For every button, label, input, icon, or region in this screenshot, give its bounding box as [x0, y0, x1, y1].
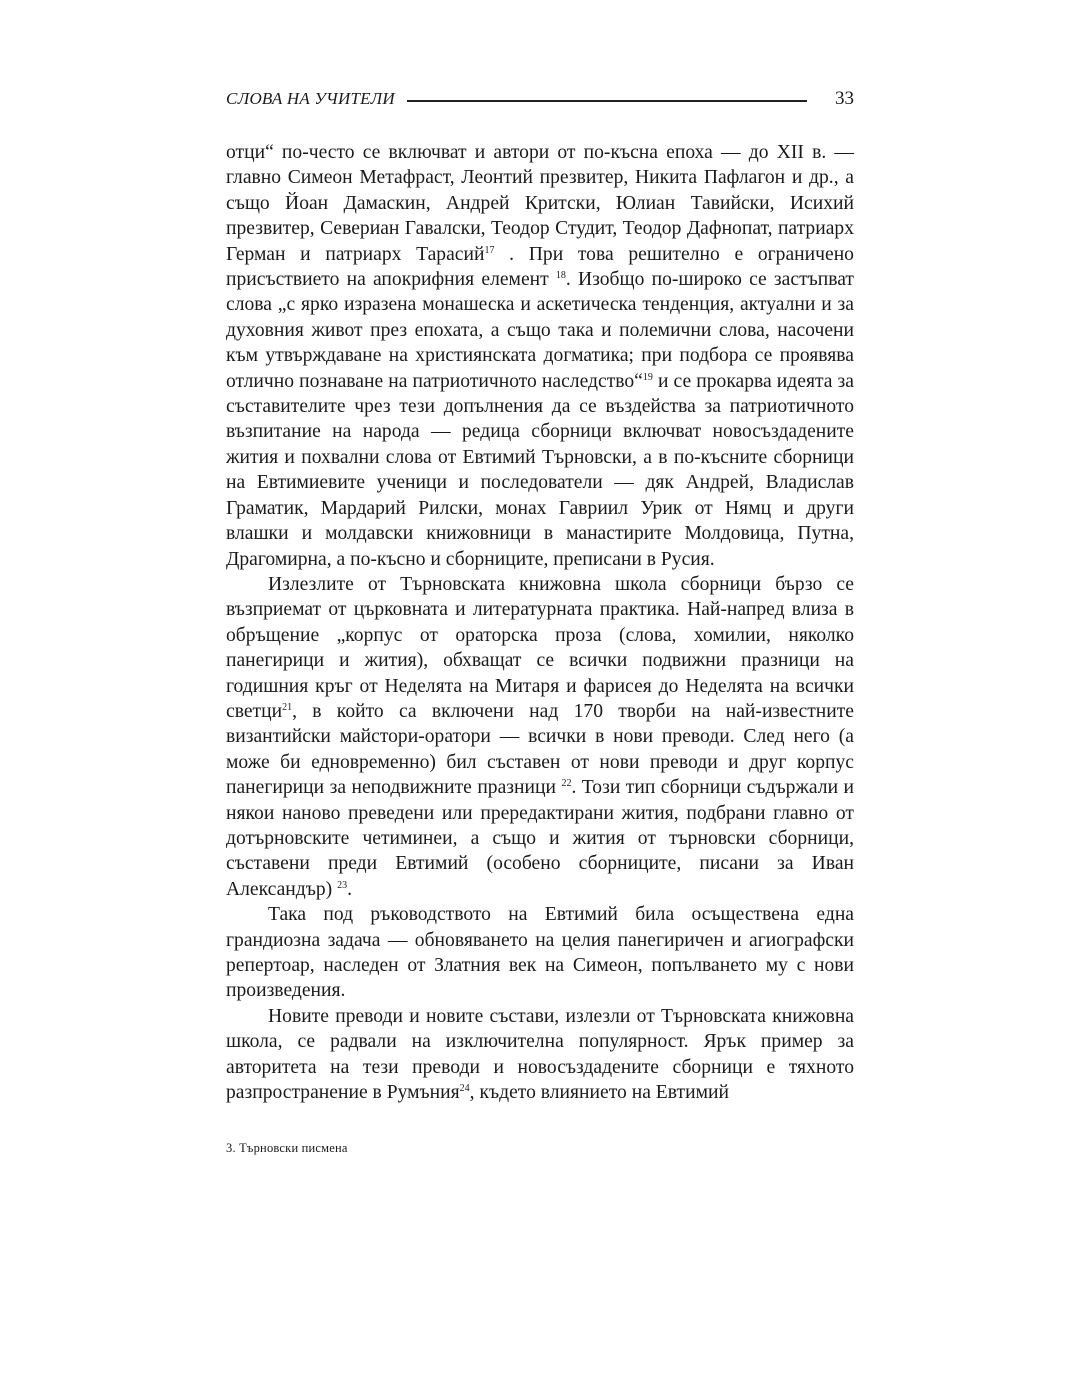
- running-title: СЛОВА НА УЧИТЕЛИ: [226, 89, 395, 108]
- footnote-ref: 21: [282, 701, 293, 713]
- text-segment: . Този тип сборници съдържали и някои наново преведени или прередактирани жития, подбрани главно от дотърновските четиминеи, а също и жития от търновски сборници, съставени преди Евтимий (особено сборниците, писани за Иван Александър): [226, 777, 855, 900]
- signature-mark: 3. Търновски писмена: [226, 1141, 348, 1155]
- text-segment: . При това решително е ограничено присъствието на апокрифния елемент: [226, 243, 854, 291]
- text-segment: , където влиянието на Евтимий: [469, 1082, 729, 1104]
- body-text: [226, 140, 854, 1105]
- paragraph: [226, 140, 854, 572]
- text-segment: Така под ръководството на Евтимий била осъществена една грандиозна задача — обновяването на целия панегиричен и агиографски репертоар, наследен от Златния век на Симеон, попълването му с нови произведения.: [226, 904, 854, 1002]
- text-segment: , в който са включени над 170 творби на най-известните византийски майстори-оратори — всички в нови преводи. След него (а може би едновременно) бил съставен от нови преводи и друг корпус панегирици за неподвижните празници: [226, 700, 854, 799]
- paragraph: [226, 1004, 854, 1106]
- text-segment: отци“ по-често се включват и автори от по-късна епоха — до XII в. — главно Симеон Метафраст, Леонтий презвитер, Никита Пафлагон и др., а също Йоан Дамаскин, Андрей Критски, Юлиан Тавийски, Исихий презвитер, Севериан Гавалски, Теодор Студит, Теодор Дафнопат, патриарх Герман и патриарх Тарасий: [226, 142, 854, 265]
- paragraph: [226, 572, 854, 902]
- text-segment: Излезлите от Търновската книжовна школа сборници бързо се възприемат от църковната и литературната практика. Най-напред влиза в обръщение „корпус от ораторска проза (слова, хомилии, няколко панегирици и жития), обхващат се всички подвижни празници на годишния кръг от Неделята на Митаря и фарисея до Неделята на всички светци: [226, 573, 854, 722]
- running-head: [226, 86, 854, 112]
- footnote-ref: 19: [642, 371, 653, 383]
- footnote-ref: 17: [484, 244, 495, 256]
- text-segment: и се прокарва идеята за съставителите чрез тези допълнения да се въздейства за патриотичното възпитание на народа — редица сборници включват новосъздадените жития и похвални слова от Евтимий Търновски, а в по-късните сборници на Евтимиевите ученици и последователи — дяк Андрей, Владислав Граматик, Мардарий Рилски, монах Гавриил Урик от Нямц и други влашки и молдавски книжовници в манастирите Молдовица, Путна, Драгомирна, а по-късно и сборниците, преписани в Русия.: [226, 370, 854, 570]
- footnote-ref: 24: [459, 1083, 470, 1095]
- paragraph: [226, 902, 854, 1004]
- footnote-ref: 23: [337, 879, 348, 891]
- text-segment: . Изобщо по-широко се застъпват слова „с ярко изразена монашеска и аскетическа тенденция, актуални и за духовния живот през епохата, а също така и полемични слова, насочени към утвърждаване на християнската догматика; при подбора се проявява отлично познаване на патриотичното наследство“: [226, 269, 854, 392]
- text-segment: .: [347, 878, 353, 900]
- page-number: 33: [835, 88, 854, 109]
- footnote-ref: 22: [561, 778, 572, 790]
- header-rule: [407, 100, 807, 102]
- footnote-ref: 18: [555, 270, 566, 282]
- text-segment: Новите преводи и новите състави, излезли от Търновската книжовна школа, се радвали на изключителна популярност. Ярък пример за авторитета на тези преводи и новосъздадените сборници е тяхното разпространение в Румъния: [226, 1005, 854, 1104]
